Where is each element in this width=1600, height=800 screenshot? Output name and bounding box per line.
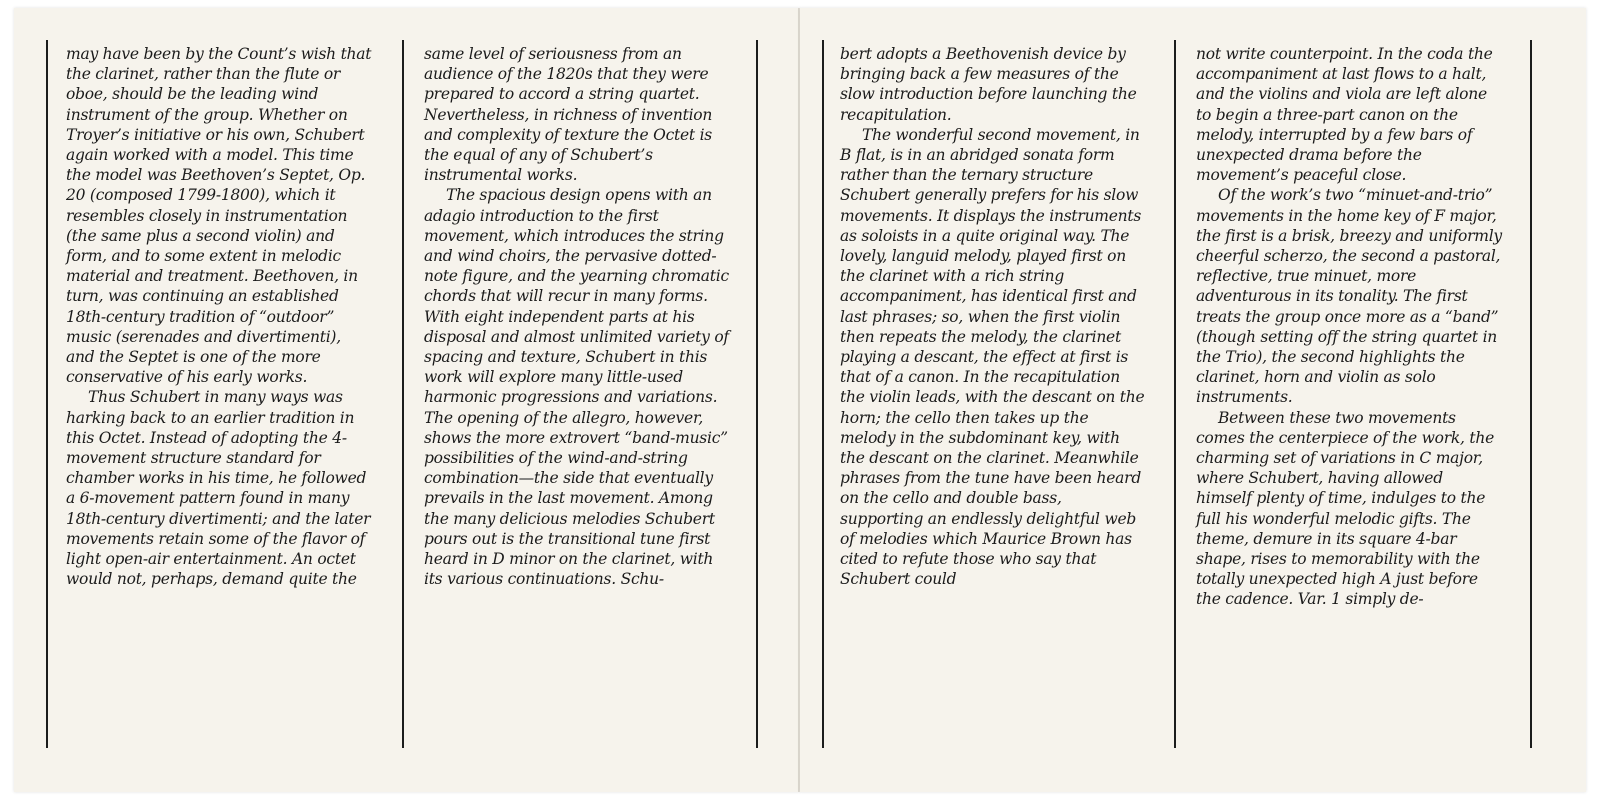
column-rule: [822, 40, 824, 748]
text-column-3: [840, 44, 1146, 589]
column-rule: [46, 40, 48, 748]
paragraph: Between these two movements comes the centerpiece of the work, the charming set of variations in C major, where Schubert, having allowed himself plenty of time, indulges to the full his wonderful melodic gifts. The theme, demure in its square 4-bar shape, rises to memorability with the totally unexpected high A just before the cadence. Var. 1 simply de-: [1196, 408, 1495, 609]
column-rule: [1530, 40, 1532, 748]
paragraph: bert adopts a Beethovenish device by bringing back a few measures of the slow introduction before launching the recapitulation.: [840, 45, 1137, 124]
column-rule: [1174, 40, 1176, 748]
column-rule: [402, 40, 404, 748]
text-column-1: [66, 44, 372, 589]
paragraph: Of the work’s two “minuet-and-trio” movements in the home key of F major, the first is a brisk, breezy and uniformly cheerful scherzo, the second a pastoral, reflective, true minuet, more adventurous in its tonality. The first treats the group once more as a “band” (though setting off the string quartet in the Trio), the second highlights the clarinet, horn and violin as solo instruments.: [1196, 186, 1502, 407]
left-page: [14, 8, 800, 792]
text-column-4: [1196, 44, 1502, 610]
paragraph: same level of seriousness from an audience of the 1820s that they were prepared to accord a string quartet. Nevertheless, in richness of invention and complexity of texture the Octet is the equal of any of Schubert’s instrumental works.: [424, 45, 713, 185]
paragraph: The spacious design opens with an adagio introduction to the first movement, which introduces the string and wind choirs, the pervasive dotted-note figure, and the yearning chromatic chords that will recur in many forms. With eight independent parts at his disposal and almost unlimited variety of spacing and texture, Schubert in this work will explore many little-used harmonic progressions and variations. The opening of the allegro, however, shows the more extrovert “band-music” possibilities of the wind-and-string combination—the side that eventually prevails in the last movement. Among the many delicious melodies Schubert pours out is the transitional tune first heard in D minor on the clarinet, with its various continuations. Schu-: [424, 186, 729, 589]
paragraph: may have been by the Count’s wish that the clarinet, rather than the flute or oboe, should be the leading wind instrument of the group. Whether on Troyer’s initiative or his own, Schubert again worked with a model. This time the model was Beethoven’s Septet, Op. 20 (composed 1799-1800), which it resembles closely in instrumentation (the same plus a second violin) and form, and to some extent in melodic material and treatment. Beethoven, in turn, was continuing an established 18th-century tradition of “outdoor” music (serenades and divertimenti), and the Septet is one of the more conservative of his early works.: [66, 45, 372, 387]
booklet-spread: [14, 8, 1586, 792]
paragraph: not write counterpoint. In the coda the accompaniment at last flows to a halt, and the violins and viola are left alone to begin a three-part canon on the melody, interrupted by a few bars of unexpected drama before the movement’s peaceful close.: [1196, 45, 1493, 185]
paragraph: Thus Schubert in many ways was harking back to an earlier tradition in this Octet. Instead of adopting the 4-movement structure standard for chamber works in his time, he followed a 6-movement pattern found in many 18th-century divertimenti; and the later movements retain some of the flavor of light open-air entertainment. An octet would not, perhaps, demand quite the: [66, 388, 371, 589]
right-page: [800, 8, 1586, 792]
text-column-2: [424, 44, 730, 589]
column-rule: [756, 40, 758, 748]
paragraph: The wonderful second movement, in B flat, is in an abridged sonata form rather than the ternary structure Schubert generally prefers for his slow movements. It displays the instruments as soloists in a quite original way. The lovely, languid melody, played first on the clarinet with a rich string accompaniment, has identical first and last phrases; so, when the first violin then repeats the melody, the clarinet playing a descant, the effect at first is that of a canon. In the recapitulation the violin leads, with the descant on the horn; the cello then takes up the melody in the subdominant key, with the descant on the clarinet. Meanwhile phrases from the tune have been heard on the cello and double bass, supporting an endlessly delightful web of melodies which Maurice Brown has cited to refute those who say that Schubert could: [840, 125, 1145, 589]
